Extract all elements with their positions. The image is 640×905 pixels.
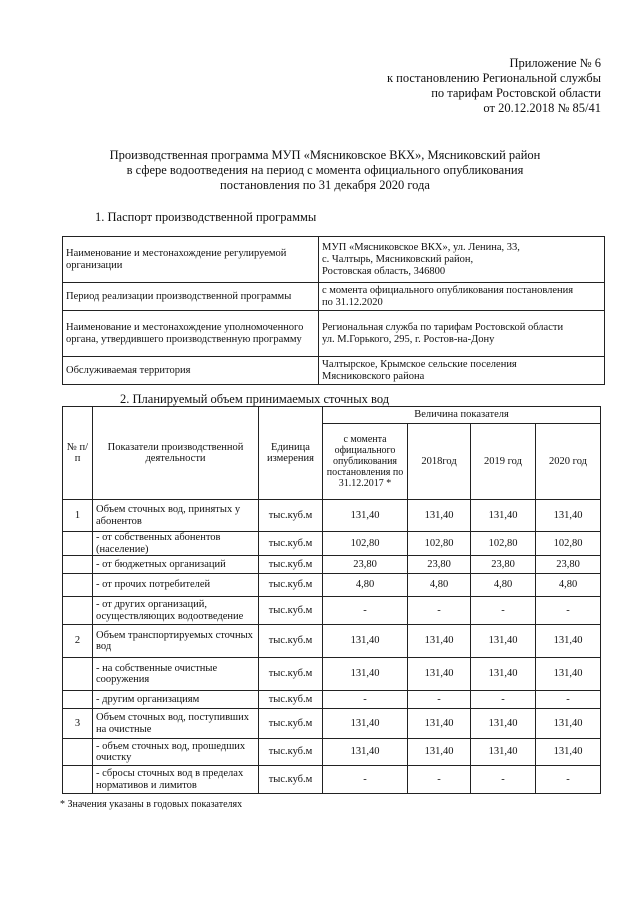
- passport-value-line: Региональная служба по тарифам Ростовской области: [322, 321, 564, 333]
- passport-value: [319, 311, 605, 357]
- value-2020: 4,80: [536, 574, 601, 597]
- row-unit: тыс.куб.м: [259, 556, 323, 574]
- row-indicator: - другим организациям: [93, 691, 259, 709]
- value-2018: 4,80: [408, 574, 471, 597]
- row-unit: тыс.куб.м: [259, 691, 323, 709]
- table-row: [63, 658, 601, 691]
- value-period: -: [323, 766, 408, 794]
- value-2019: -: [471, 766, 536, 794]
- row-number: [63, 556, 93, 574]
- col-header-2018: 2018год: [408, 424, 471, 500]
- value-2019: 131,40: [471, 709, 536, 739]
- passport-value-line: МУП «Мясниковское ВКХ», ул. Ленина, 33,: [322, 241, 520, 253]
- passport-value: [319, 237, 605, 283]
- value-2020: 131,40: [536, 658, 601, 691]
- row-number: [63, 658, 93, 691]
- value-period: 131,40: [323, 658, 408, 691]
- appendix-number: Приложение № 6: [509, 56, 601, 70]
- passport-value: [319, 283, 605, 311]
- value-2019: 131,40: [471, 658, 536, 691]
- col-header-period: с момента официального опубликования постановления по 31.12.2017 *: [323, 424, 408, 500]
- value-period: 102,80: [323, 532, 408, 556]
- row-indicator: Объем сточных вод, принятых у абонентов: [93, 500, 259, 532]
- passport-label: Наименование и местонахождение уполномоченного органа, утвердившего производственную программу: [63, 311, 319, 357]
- value-period: -: [323, 597, 408, 625]
- value-2018: 102,80: [408, 532, 471, 556]
- row-number: [63, 574, 93, 597]
- document-title: [80, 148, 570, 193]
- value-2020: 23,80: [536, 556, 601, 574]
- value-2018: 131,40: [408, 500, 471, 532]
- value-2019: 4,80: [471, 574, 536, 597]
- row-number: [63, 532, 93, 556]
- title-line: постановления по 31 декабря 2020 года: [220, 178, 430, 192]
- passport-value-line: Мясниковского района: [322, 370, 425, 382]
- row-indicator: - объем сточных вод, прошедших очистку: [93, 739, 259, 766]
- passport-value-line: по 31.12.2020: [322, 296, 383, 308]
- passport-value: [319, 357, 605, 385]
- footnote: * Значения указаны в годовых показателях: [60, 799, 243, 810]
- value-2020: 131,40: [536, 739, 601, 766]
- value-2020: -: [536, 597, 601, 625]
- passport-table: [62, 236, 605, 385]
- col-header-num: № п/п: [63, 407, 93, 500]
- passport-row: [63, 283, 605, 311]
- row-number: [63, 739, 93, 766]
- value-2019: 23,80: [471, 556, 536, 574]
- row-indicator: - от прочих потребителей: [93, 574, 259, 597]
- table-row: [63, 500, 601, 532]
- title-line: Производственная программа МУП «Мясниковское ВКХ», Мясниковский район: [109, 148, 541, 162]
- table-row: [63, 739, 601, 766]
- value-2020: 131,40: [536, 625, 601, 658]
- row-unit: тыс.куб.м: [259, 625, 323, 658]
- table-row: [63, 574, 601, 597]
- value-period: 131,40: [323, 739, 408, 766]
- passport-row: [63, 357, 605, 385]
- table-row: [63, 709, 601, 739]
- row-unit: тыс.куб.м: [259, 597, 323, 625]
- value-2019: -: [471, 597, 536, 625]
- row-unit: тыс.куб.м: [259, 574, 323, 597]
- value-2018: 131,40: [408, 625, 471, 658]
- table-row: [63, 691, 601, 709]
- appendix-header: [301, 56, 601, 116]
- appendix-line: по тарифам Ростовской области: [431, 86, 601, 100]
- row-number: [63, 597, 93, 625]
- row-indicator: Объем сточных вод, поступивших на очистные: [93, 709, 259, 739]
- table-row: [63, 556, 601, 574]
- col-header-value-group: Величина показателя: [323, 407, 601, 424]
- value-2020: 102,80: [536, 532, 601, 556]
- plan-table: [62, 406, 601, 794]
- value-period: 23,80: [323, 556, 408, 574]
- row-number: 3: [63, 709, 93, 739]
- passport-label: Наименование и местонахождение регулируемой организации: [63, 237, 319, 283]
- col-header-2020: 2020 год: [536, 424, 601, 500]
- value-2018: -: [408, 597, 471, 625]
- value-period: 131,40: [323, 500, 408, 532]
- value-2018: 131,40: [408, 658, 471, 691]
- appendix-date: от 20.12.2018 № 85/41: [483, 101, 601, 115]
- row-indicator: Объем транспортируемых сточных вод: [93, 625, 259, 658]
- passport-value-line: Ростовская область, 346800: [322, 265, 446, 277]
- passport-value-line: с момента официального опубликования постановления: [322, 284, 574, 296]
- value-2020: 131,40: [536, 500, 601, 532]
- row-indicator: - от бюджетных организаций: [93, 556, 259, 574]
- value-period: 131,40: [323, 709, 408, 739]
- table-row: [63, 625, 601, 658]
- row-indicator: - на собственные очистные сооружения: [93, 658, 259, 691]
- value-period: -: [323, 691, 408, 709]
- passport-value-line: с. Чалтырь, Мясниковский район,: [322, 253, 474, 265]
- row-unit: тыс.куб.м: [259, 766, 323, 794]
- value-2020: -: [536, 766, 601, 794]
- appendix-line: к постановлению Региональной службы: [386, 71, 601, 85]
- value-2018: -: [408, 766, 471, 794]
- row-indicator: - от собственных абонентов (население): [93, 532, 259, 556]
- value-period: 131,40: [323, 625, 408, 658]
- value-2019: -: [471, 691, 536, 709]
- row-number: [63, 766, 93, 794]
- row-number: 2: [63, 625, 93, 658]
- value-2020: -: [536, 691, 601, 709]
- row-unit: тыс.куб.м: [259, 709, 323, 739]
- passport-label: Период реализации производственной программы: [63, 283, 319, 311]
- table-row: [63, 597, 601, 625]
- passport-row: [63, 311, 605, 357]
- col-header-unit: Единица измерения: [259, 407, 323, 500]
- table-row: [63, 532, 601, 556]
- value-2018: 131,40: [408, 709, 471, 739]
- value-2018: -: [408, 691, 471, 709]
- section-2-heading: 2. Планируемый объем принимаемых сточных вод: [120, 392, 390, 406]
- row-indicator: - сбросы сточных вод в пределах нормативов и лимитов: [93, 766, 259, 794]
- row-number: 1: [63, 500, 93, 532]
- section-1-heading: 1. Паспорт производственной программы: [95, 210, 317, 224]
- row-unit: тыс.куб.м: [259, 739, 323, 766]
- passport-value-line: ул. М.Горького, 295, г. Ростов-на-Дону: [322, 333, 495, 345]
- col-header-indicator: Показатели производственной деятельности: [93, 407, 259, 500]
- value-2019: 131,40: [471, 500, 536, 532]
- title-line: в сфере водоотведения на период с момента официального опубликования: [126, 163, 524, 177]
- row-unit: тыс.куб.м: [259, 532, 323, 556]
- value-2019: 131,40: [471, 625, 536, 658]
- value-2019: 102,80: [471, 532, 536, 556]
- row-indicator: - от других организаций, осуществляющих водоотведение: [93, 597, 259, 625]
- passport-label: Обслуживаемая территория: [63, 357, 319, 385]
- col-header-2019: 2019 год: [471, 424, 536, 500]
- passport-row: [63, 237, 605, 283]
- table-row: [63, 766, 601, 794]
- row-number: [63, 691, 93, 709]
- row-unit: тыс.куб.м: [259, 500, 323, 532]
- value-period: 4,80: [323, 574, 408, 597]
- value-2018: 23,80: [408, 556, 471, 574]
- value-2020: 131,40: [536, 709, 601, 739]
- value-2018: 131,40: [408, 739, 471, 766]
- value-2019: 131,40: [471, 739, 536, 766]
- passport-value-line: Чалтырское, Крымское сельские поселения: [322, 358, 517, 370]
- row-unit: тыс.куб.м: [259, 658, 323, 691]
